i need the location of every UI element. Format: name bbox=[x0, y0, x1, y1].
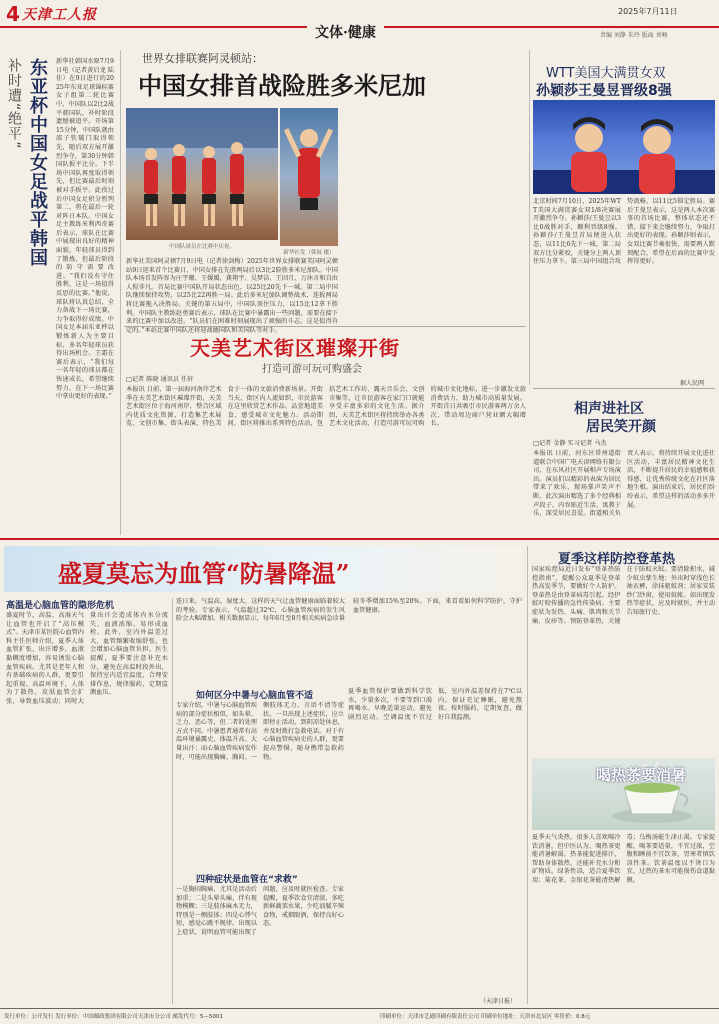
volleyball-headline: 中国女排首战险胜多米尼加 bbox=[138, 71, 426, 100]
tea-banner: 喝热茶要消暑 bbox=[596, 766, 687, 784]
football-body: 新华社韩国水原7月9日电（记者黄启龙 陆佳）在9日进行的2025年东亚足球锦标赛女子组第二轮比赛中，中国队以2比2战平韩国队，补时阶段遗憾被追平。开场第15分钟，中国队就由邵子钦破门取得领先，随后双方展开激烈争夺，第30分钟韩国队扳平比分。下半场中国队再度取得领先，但比赛最后时刻被对手扳平。此役过后中国女足积分暂列第二，将在最后一轮对阵日本队。中国女足主教练米利西奇赛后表示，球队在比赛中展现出良好的精神面貌，年轻球员得到了锻炼，但最后阶段的防守需要改进。“我们没有守住胜利，这是一场值得反思的比赛。”他说，球队将认真总结，全力备战下一场比赛，力争取得好成绩。中国女足本届东亚杯以锻炼新人为主要目标，多名年轻球员获得出场机会。王霜在赛后表示，“我们每一名年轻的球员都在快速成长，希望继续努力，在下一场比赛中拿出更好的表现。” bbox=[56, 58, 114, 401]
health-body-1: 专家介绍，中暑与心脑血管疾病的部分症状相似，如头晕、乏力、恶心等，但二者的处理方式不同。中暑患者通常有高温环境暴露史，体温升高、大量出汗；而心脑血管疾病发作时，可能出现胸痛、胸闷、一侧肢体无力、言语不清等症状。一旦出现上述症状，应立即停止活动，到阴凉处休息，并及时拨打急救电话。对于有心脑血管疾病史的人群，更要提高警惕，随身携带急救药物。 bbox=[176, 702, 344, 761]
section-rule bbox=[124, 326, 526, 327]
table-tennis-players-illustration bbox=[533, 100, 715, 194]
art-street-body: 本报讯 日前，第一届海河南岸艺术季在天美艺术街区璀璨开街，天美艺术街区位于海河南岸，整合区域内优质文化资源，打造集艺术展览、文创市集、街头表演、特色美食于一体的文旅消费新场景。开街当天，街区内人流如织，市民游客在这里欣赏艺术作品、品尝地道美食、感受城市文化魅力。活动期间，街区将推出系列特色活动，包括艺术工作坊、露天音乐会、文创市集等，让市民游客在家门口就能享受丰富多彩的文化生活。据介绍，天美艺术街区将持续举办各类艺术文化活动，打造可游可玩可购的城市文化地标，进一步激发文旅消费活力，助力城市高质量发展。开街首日共吸引市民游客两万余人次，带动周边商户营业额大幅增长。 bbox=[126, 386, 526, 428]
column-rule bbox=[120, 50, 121, 535]
masthead bbox=[0, 0, 719, 40]
column-rule bbox=[527, 546, 528, 1004]
neighborhood-headline-2: 居民笑开颜 bbox=[586, 419, 656, 435]
section-rule bbox=[533, 388, 715, 389]
page-number: 4 bbox=[6, 2, 20, 26]
volleyball-photo bbox=[126, 108, 278, 240]
volleyball-celebration-illustration bbox=[280, 108, 338, 246]
volleyball-body: 新华社美国阿灵顿7月9日电（记者徐剑梅）2025年世界女排联赛美国阿灵顿站9日迎来首个比赛日，中国女排在先胜两局后以3比2险胜多米尼加队。中国队本场首发阵容为庄宇珊、王媛媛、龚翔宇、吴梦洁、王因月、万沐言和自由人倪非凡。首局比赛中国队开局状态出色，以25比20先下一城。第二局中国队继续保持攻势，以25比22再胜一局。此后多米尼加队调整战术，连扳两局将比赛拖入决胜局。关键的第五局中，中国队顶住压力，以15比12拿下胜利。中国队主教练赵勇赛后表示，球队在比赛中暴露出一些问题，需要在接下来的比赛中加以改进。“队员们在困难时刻展现出了顽强的斗志，这是值得肯定的。”本站比赛中国队还将迎战德国队和美国队等对手。 bbox=[126, 258, 338, 334]
wtt-headline: 孙颖莎王曼昱晋级8强 bbox=[536, 83, 672, 99]
wtt-body: 北京时间7月10日，2025年WTT美国大满贯赛女双1/8决赛展开激烈争夺。孙颖莎/王曼昱以3比0战胜对手，顺利晋级8强。孙颖莎/王曼昱首局便进入状态，以11比6先下一城。第二局双方比分紧咬，关键分上两人顶住压力拿下。第三局中国组合攻势流畅，以11比5锁定胜局。赛后王曼昱表示，这是两人本次赛事的首场比赛，整体状态还不错，接下来会继续努力，争取打出更好的表现。孙颖莎则表示，女双比赛节奏很快，需要两人默契配合，希望在后面的比赛中发挥得更好。 bbox=[533, 198, 715, 266]
tea-photo bbox=[532, 758, 715, 830]
health-body-3: 夏季血管保护要做到科学饮水，少量多次，不要等到口渴再喝水。早晚适量运动，避免剧烈运动。空调温度不宜过低，室内外温差保持在7℃以内。保证充足睡眠，避免熬夜。按时服药，定期复查，做好自我监测。 bbox=[348, 688, 522, 721]
art-street-byline: □记者 陈晓 通讯员 任轩 bbox=[126, 376, 194, 383]
volleyball-players-illustration bbox=[126, 108, 278, 240]
volleyball-kicker: 世界女排联赛阿灵顿站： bbox=[142, 52, 263, 65]
volleyball-photo-caption: 中国队球员在比赛中庆祝。 bbox=[168, 244, 235, 250]
health-byline: （天津日报） bbox=[480, 998, 517, 1005]
football-body-cont bbox=[4, 308, 114, 530]
footer-right: 印刷单位：天津市艺通印刷有限责任公司 印刷单位地址：天津市北辰区 零售价：0.8元 bbox=[380, 1014, 591, 1020]
neighborhood-byline: □记者 金静 实习记者 马杰 bbox=[533, 440, 607, 447]
health-subhead-1: 如何区分中暑与心脑血管不适 bbox=[196, 691, 314, 701]
neighborhood-headline-1: 相声进社区 bbox=[574, 401, 644, 417]
dengue-headline: 夏季这样防控登革热 bbox=[558, 552, 676, 567]
column-rule bbox=[529, 50, 530, 385]
editors: 责编 刘静 朱玲 版面 刘畅 bbox=[600, 32, 668, 39]
football-headline: 东亚杯中国女足战平韩国 bbox=[27, 58, 48, 267]
wtt-photo bbox=[533, 100, 715, 194]
tea-body: 夏季天气炎热，很多人喜欢喝冷饮消暑，但中医认为，喝热茶更能消暑解渴。热茶能促进排汗，帮助身体散热，还能补充水分和矿物质。绿茶性凉，适合夏季饮用；菊花茶、金银花茶能清热解毒；乌梅汤能生津止渴。专家提醒，喝茶要适量，不宜过浓，空腹和睡前不宜饮茶，胃寒者慎饮凉性茶。饮茶温度以不烫口为宜，过热的茶水可能损伤食道黏膜。 bbox=[532, 834, 715, 884]
neighborhood-body: 本报讯 日前，河东区常州道街道联合中国广电天津网络有限公司，在东风社区开展相声专场演出。演员们以精彩的表演为居民带来了欢乐，现场掌声笑声不断。此次演出精选了多个经典相声段子，内容贴近生活、寓教于乐，深受居民喜爱。街道相关负责人表示，将持续开展文化进社区活动，丰富居民精神文化生活，不断提升居民的幸福感和获得感，让优秀传统文化在社区落地生根。演出结束后，居民们纷纷表示，希望这样的活动多多开展。 bbox=[533, 450, 715, 518]
health-lead: 连日来，气温高、湿度大，这样的天气让血管健康面临着较大的考验。专家表示，气温超过32℃，心脑血管疾病的发生风险会大幅增加。相关数据显示，每年6月至8月相关疾病急诊量较冬季增加15%至20%。下面，来看看如何科学防护，守护血管健康。 bbox=[176, 598, 522, 623]
health-headline: 盛夏莫忘为血管“防暑降温” bbox=[58, 559, 350, 588]
footer-rule bbox=[0, 1008, 719, 1009]
section-rule bbox=[0, 538, 719, 540]
art-street-headline: 天美艺术街区璀璨开街 bbox=[190, 336, 400, 360]
health-subhead-2: 四种症状是血管在“求救” bbox=[196, 875, 298, 885]
health-intro-body: 盛夏时节，高温、高湿天气让血管也开启了“高压模式”。天津市某医院心血管内科主任医师介绍，夏季人体血管扩张，出汗增多，血液黏稠度增加，容易诱发心脑血管疾病。尤其是老年人和有基础疾病的人群，更要引起重视。高温环境下，人体为了散热，皮肤血管会扩张，导致血压波动；同时大量出汗会造成体内水分流失，血液浓缩，易形成血栓。此外，室内外温差过大，血管频繁收缩舒张，也会增加心脑血管负担。医生提醒，夏季要注意补充水分，避免在高温时段外出，保持室内适宜温度，合理安排作息，规律服药，定期监测血压。 bbox=[6, 612, 168, 705]
section-title: 文体·健康 bbox=[307, 22, 384, 42]
volleyball-body-right bbox=[340, 108, 526, 320]
volleyball-photo-credit: 新华社发（韩展 摄） bbox=[283, 250, 335, 256]
volleyball-photo-2 bbox=[280, 108, 338, 246]
issue-date: 2025年7月11日 bbox=[618, 7, 678, 16]
paper-name: 天津工人报 bbox=[22, 7, 97, 23]
health-intro-subhead: 高温是心脑血管的隐形危机 bbox=[6, 601, 115, 611]
health-banner bbox=[4, 546, 522, 592]
football-kicker: 补时遭“绝平” bbox=[6, 58, 22, 150]
footer-left: 发行单位：公开发行 发行单位：中国邮政集团有限公司天津市分公司 邮发代号：5—5001 bbox=[4, 1014, 223, 1020]
wtt-kicker: WTT美国大满贯女双 bbox=[546, 66, 666, 81]
dengue-body: 国家疾控局近日发布“登革热防控指南”，提醒公众夏季是登革热高发季节，要做好个人防护。登革热是由登革病毒引起、经伊蚊叮咬传播的急性传染病。主要症状为发热、头痛、肌肉和关节痛、皮疹等。预防登革热，关键在于防蚊灭蚊。要清除积水，减少蚊虫孳生地；外出时穿浅色长袖衣裤，涂抹驱蚊剂；居家安装纱门纱窗，使用蚊帐。如出现发热等症状，应及时就医，并主动告知旅行史。 bbox=[532, 566, 715, 625]
wtt-byline: 据人民网 bbox=[680, 380, 705, 387]
column-rule bbox=[172, 598, 173, 1004]
health-body-2: 一是胸闷胸痛，尤其是活动后加重；二是头晕头痛，伴有视物模糊；三是肢体麻木无力，特别是一侧肢体；四是心悸气短，感觉心跳不规律。出现以上症状，说明血管可能出现了问题，应及时就医检查。专家提醒，夏季饮食宜清淡，多吃新鲜蔬菜水果，少吃油腻辛辣食物，戒烟限酒，保持良好心态。 bbox=[176, 886, 344, 936]
art-street-subhead: 打造可游可玩可购盛会 bbox=[262, 364, 362, 375]
